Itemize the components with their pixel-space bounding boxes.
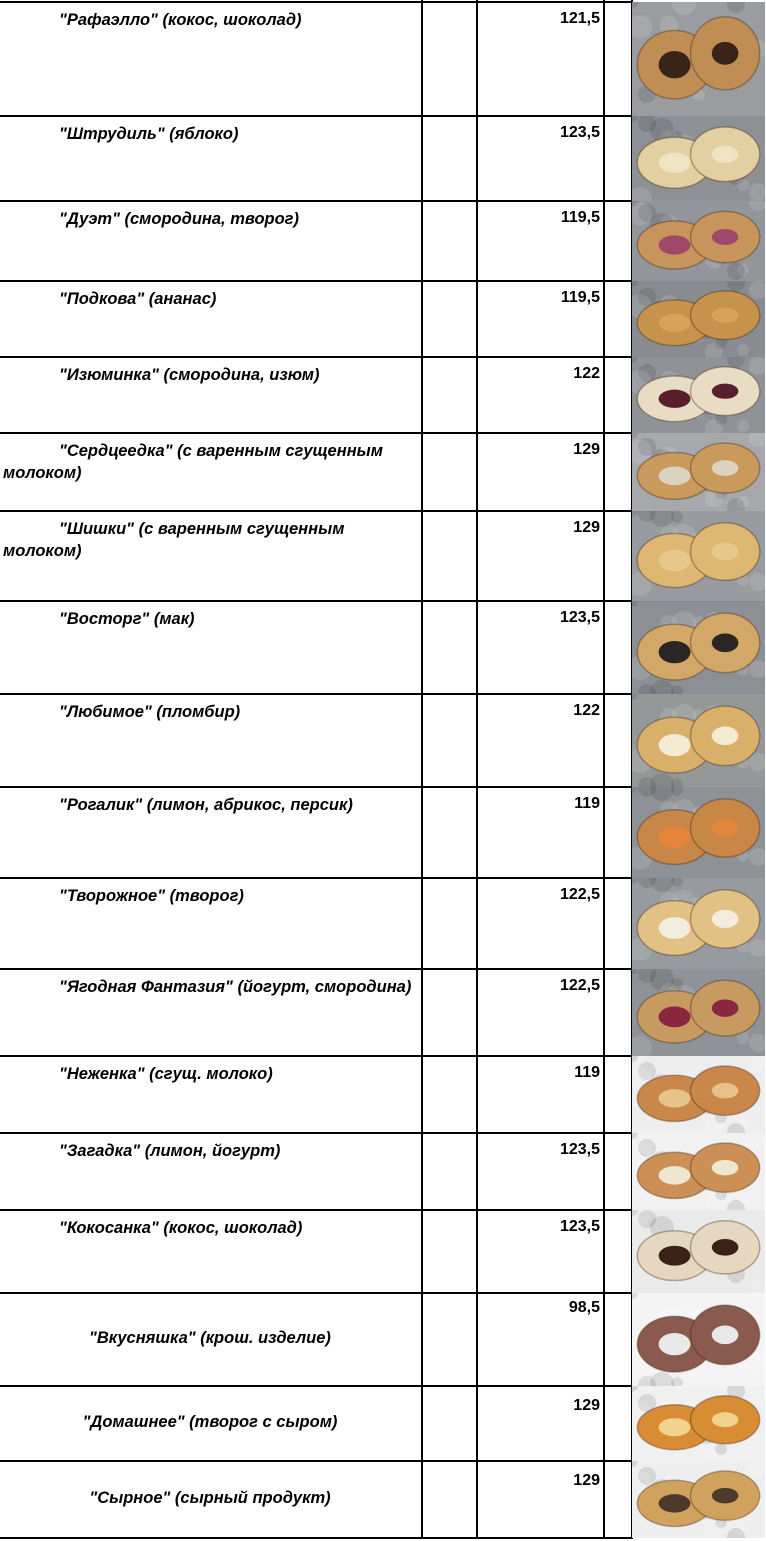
pastry-icecream-icon	[632, 694, 765, 787]
table-row	[0, 116, 766, 201]
pastry-crumb-ball-icon	[632, 1293, 765, 1386]
row-border	[0, 1209, 632, 1211]
row-border	[0, 600, 632, 602]
pastry-strudel-icon	[632, 116, 765, 201]
row-border	[0, 1, 632, 3]
table-row	[0, 1461, 766, 1538]
product-price: 123,5	[559, 124, 600, 141]
table-row	[0, 1386, 766, 1461]
pastry-berry-icon	[632, 969, 765, 1056]
row-border	[0, 968, 632, 970]
product-price: 122	[573, 365, 600, 382]
table-row	[0, 1210, 766, 1293]
product-price: 123,5	[559, 1218, 600, 1235]
pastry-home-icon	[632, 1386, 765, 1461]
table-row	[0, 201, 766, 281]
product-name: "Изюминка" (смородина, изюм)	[59, 366, 320, 384]
table-row	[0, 2, 766, 116]
table-row	[0, 1133, 766, 1210]
pastry-duet-icon	[632, 201, 765, 281]
product-name: "Дуэт" (смородина, творог)	[59, 210, 299, 228]
product-name: "Рафаэлло" (кокос, шоколад)	[59, 11, 302, 29]
row-border	[0, 1537, 632, 1539]
row-border	[0, 356, 632, 358]
product-price: 98,5	[568, 1299, 600, 1316]
product-name: "Рогалик" (лимон, абрикос, персик)	[59, 796, 353, 814]
row-border	[0, 510, 632, 512]
row-border	[0, 200, 632, 202]
product-name: "Загадка" (лимон, йогурт)	[59, 1142, 281, 1160]
row-border	[0, 115, 632, 117]
product-price: 129	[573, 1472, 600, 1489]
pastry-cone-icon	[632, 511, 765, 601]
product-price: 122,5	[559, 977, 600, 994]
pastry-cheese-triangle-icon	[632, 1461, 765, 1538]
product-price: 123,5	[559, 609, 600, 626]
pastry-nezhenka-icon	[632, 1056, 765, 1133]
row-border	[0, 1132, 632, 1134]
product-name: "Шишки" (с варенным сгущенным молоком)	[3, 520, 345, 560]
pastry-riddle-icon	[632, 1133, 765, 1210]
table-row	[0, 511, 766, 601]
product-price: 123,5	[559, 1141, 600, 1158]
pastry-coconut-choc-icon	[632, 1210, 765, 1293]
product-name: "Домашнее" (творог с сыром)	[82, 1413, 338, 1431]
row-border	[0, 693, 632, 695]
pastry-horseshoe-icon	[632, 281, 765, 357]
table-row	[0, 694, 766, 787]
table-row	[0, 1293, 766, 1386]
row-border	[0, 280, 632, 282]
product-name: "Штрудиль" (яблоко)	[59, 125, 239, 143]
product-price: 119,5	[560, 289, 600, 306]
product-price: 129	[573, 519, 600, 536]
row-border	[0, 1385, 632, 1387]
table-row	[0, 357, 766, 433]
pastry-roll-coconut-icon	[632, 2, 765, 116]
product-price: 121,5	[559, 10, 600, 27]
row-border	[0, 432, 632, 434]
table-row	[0, 878, 766, 969]
pastry-raisin-icon	[632, 357, 765, 433]
product-name: "Подкова" (ананас)	[59, 290, 217, 308]
row-border	[0, 1292, 632, 1294]
row-border	[0, 877, 632, 879]
pastry-curd-icon	[632, 878, 765, 969]
product-price: 119,5	[560, 209, 600, 226]
product-name: "Любимое" (пломбир)	[59, 703, 241, 721]
pastry-heart-icon	[632, 433, 765, 511]
product-name: "Неженка" (сгущ. молоко)	[59, 1065, 273, 1083]
product-price: 119	[574, 1064, 600, 1081]
row-border	[0, 1460, 632, 1462]
pastry-poppy-roll-icon	[632, 601, 765, 694]
product-name: "Сердцеедка" (с варенным сгущенным молоком)	[3, 442, 383, 482]
row-border	[0, 786, 632, 788]
table-row	[0, 787, 766, 878]
table-row	[0, 601, 766, 694]
table-row	[0, 433, 766, 511]
product-name: "Ягодная Фантазия" (йогурт, смородина)	[59, 978, 412, 996]
product-name: "Восторг" (мак)	[59, 610, 195, 628]
product-price: 129	[573, 1397, 600, 1414]
product-price: 119	[574, 795, 600, 812]
product-name: "Творожное" (творог)	[59, 887, 244, 905]
pastry-rogalik-icon	[632, 787, 765, 878]
product-name: "Сырное" (сырный продукт)	[89, 1489, 331, 1507]
row-border	[0, 1055, 632, 1057]
table-row	[0, 969, 766, 1056]
table-row	[0, 281, 766, 357]
product-price: 122,5	[559, 886, 600, 903]
product-price: 129	[573, 441, 600, 458]
product-name: "Кокосанка" (кокос, шоколад)	[59, 1219, 303, 1237]
product-price: 122	[573, 702, 600, 719]
table-row	[0, 1056, 766, 1133]
product-name: "Вкусняшка" (крош. изделие)	[89, 1329, 331, 1347]
